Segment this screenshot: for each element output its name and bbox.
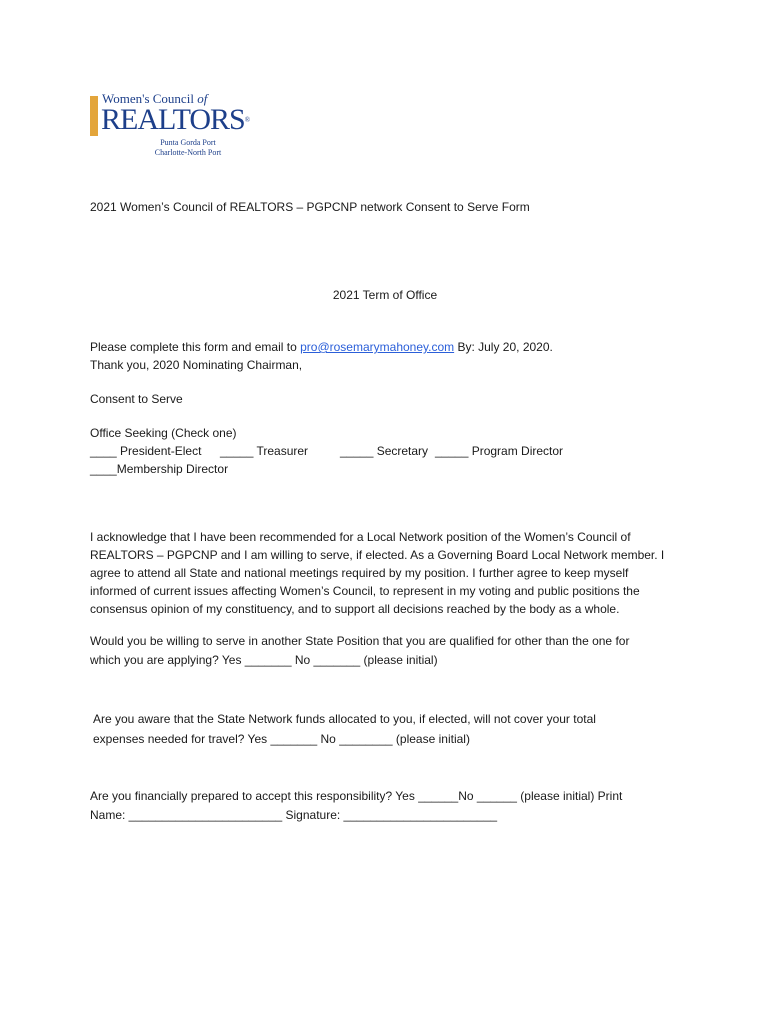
office-heading: Office Seeking (Check one) (90, 426, 237, 440)
acknowledgement-paragraph (90, 528, 690, 618)
initial-fields-funds[interactable]: expenses needed for travel? Yes _______ No ________ (please initial) (93, 732, 470, 746)
instructions-line: Please complete this form and email to pro@rosemarymahoney.com By: July 20, 2020. (90, 340, 553, 354)
option-membership-director[interactable]: ____Membership Director (90, 462, 229, 476)
ack-line: REALTORS – PGPCNP and I am willing to serve, if elected. As a Governing Board Local Network member. I (90, 548, 665, 562)
ack-line: consensus opinion of my constituency, and to support all decisions reached by the body as a whole. (90, 602, 620, 616)
logo-line1: Women's Council of (102, 91, 208, 106)
ack-line: informed of current issues affecting Women’s Council, to represent in my voting and public positions the (90, 584, 640, 598)
email-link[interactable]: pro@rosemarymahoney.com (300, 340, 455, 354)
logo-line2: REALTORS® (101, 103, 251, 136)
thanks-line: Thank you, 2020 Nominating Chairman, (90, 358, 303, 372)
term-of-office: 2021 Term of Office (332, 288, 438, 302)
option-treasurer[interactable]: _____ Treasurer (220, 444, 309, 458)
question-funds: Are you aware that the State Network funds allocated to you, if elected, will not cover your total expenses needed for travel? Yes _______ No ________ (please initial) (93, 709, 693, 749)
ack-line: I acknowledge that I have been recommended for a Local Network position of the Women’s Council of (90, 530, 631, 544)
office-options-row (90, 442, 710, 460)
womens-council-logo (90, 91, 251, 162)
name-signature-fields[interactable]: Name: _______________________ Signature: _______________________ (90, 808, 498, 822)
ack-line: agree to attend all State and national meetings required by my position. I further agree to keep myself (90, 566, 629, 580)
option-secretary[interactable]: _____ Secretary (340, 444, 429, 458)
question-other-position: Would you be willing to serve in another State Position that you are qualified for other than the one for which you are applying? Yes _______ No _______ (please initial) (90, 632, 690, 670)
question-financial (90, 787, 690, 825)
logo-accent-bar (90, 96, 98, 136)
logo-sub2: Charlotte-North Port (154, 148, 222, 157)
option-program-director[interactable]: _____ Program Director (435, 444, 564, 458)
logo-sub1: Punta Gorda Port (160, 138, 216, 147)
consent-heading: Consent to Serve (90, 392, 183, 406)
form-title: 2021 Women’s Council of REALTORS – PGPCNP network Consent to Serve Form (90, 200, 530, 214)
initial-fields-other-position[interactable]: which you are applying? Yes _______ No _______ (please initial) (90, 653, 438, 667)
initial-fields-financial[interactable]: Are you financially prepared to accept this responsibility? Yes ______No ______ (please initial) Print (90, 789, 623, 803)
option-president-elect[interactable]: ____ President-Elect (90, 444, 202, 458)
